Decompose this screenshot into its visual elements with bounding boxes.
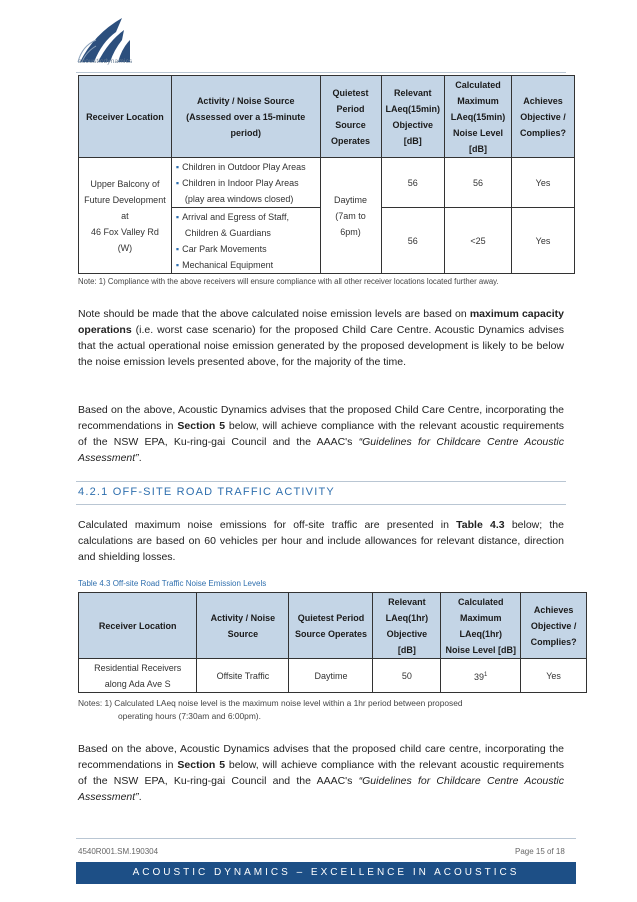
receiver-line: Upper Balcony of [90, 178, 160, 189]
th-complies: Achieves Objective / Complies? [512, 76, 575, 158]
noise-table-1 [78, 75, 575, 274]
objective-cell: 56 [381, 208, 445, 274]
noise-table-2 [78, 592, 587, 693]
sources-cell-a: ▪ Children in Outdoor Play Areas ▪ Children in Indoor Play Areas (play area windows closed) [171, 158, 320, 208]
complies-cell: Yes [521, 659, 587, 693]
period-cell: Daytime [289, 659, 373, 693]
activity-cell: Offsite Traffic [197, 659, 289, 693]
th-level [441, 593, 521, 659]
th-objective [373, 593, 441, 659]
th-activity: Activity / Noise Source [197, 593, 289, 659]
note-line: operating hours (7:30am and 6:00pm). [118, 711, 261, 721]
level-cell: 56 [445, 158, 512, 208]
th-period: Quietest Period Source Operates [289, 593, 373, 659]
th-period: Quietest Period Source Operates [320, 76, 381, 158]
period-line: (7am to [335, 210, 366, 221]
receiver-line: (W) [117, 242, 133, 253]
objective-cell: 56 [381, 158, 445, 208]
source-item: Arrival and Egress of Staff, [182, 211, 289, 222]
period-line: Daytime [334, 194, 368, 205]
th-objective-b: Objective [dB] [386, 628, 428, 655]
level-cell: <25 [445, 208, 512, 274]
th-level-b: Noise Level [dB] [452, 127, 504, 154]
table-row [79, 158, 575, 208]
period-line: 6pm) [340, 226, 361, 237]
level-cell: $39^1$ [441, 659, 521, 693]
sources-cell-b: ▪ Arrival and Egress of Staff, Children & Guardians ▪ Car Park Movements ▪ Mechanical Equipment [171, 208, 320, 274]
th-level-metric: LAeq(15min) [450, 111, 506, 122]
paragraph-compliance-1: Based on the above, Acoustic Dynamics advises that the proposed Child Care Centre, incorporating the recommendations in Section 5 below, will achieve compliance with the relevant acoustic requirements of the NSW EPA, Ku-ring-gai Council and the AAAC's “Guidelines for Childcare Centre Acoustic Assessment”. [78, 404, 564, 464]
paragraph-traffic: Calculated maximum noise emissions for off-site traffic are presented in Table 4.3 below; the calculations are based on 60 vehicles per hour and include allowances for relevant distance, direction and shielding losses. [78, 519, 564, 563]
source-item: Car Park Movements [182, 243, 267, 254]
complies-cell: Yes [512, 158, 575, 208]
paragraph-compliance-2: Based on the above, Acoustic Dynamics advises that the proposed child care centre, incorporating the recommendations in Section 5 below, will achieve compliance with the relevant acoustic requirements of the NSW EPA, Ku-ring-gai Council and the AAAC's “Guidelines for Childcare Centre Acoustic Assessment”. [78, 743, 564, 803]
th-objective-b: Objective [dB] [392, 119, 434, 146]
th-receiver: Receiver Location [79, 593, 197, 659]
th-objective-metric: LAeq(15min) [385, 103, 441, 114]
table-row [79, 659, 587, 693]
table-header-row [79, 76, 575, 158]
th-level-a: Calculated Maximum [455, 79, 501, 106]
th-receiver: Receiver Location [79, 76, 172, 158]
table-notes [78, 697, 568, 723]
complies-cell: Yes [512, 208, 575, 274]
receiver-line: 46 Fox Valley Rd [91, 226, 159, 237]
table-caption: Table 4.3 Off-site Road Traffic Noise Emission Levels [78, 579, 267, 588]
receiver-line: Future Development [84, 194, 166, 205]
receiver-cell [79, 158, 172, 274]
header-rule [76, 72, 566, 73]
th-activity: Activity / Noise Source (Assessed over a 15-minute period) [171, 76, 320, 158]
document-reference: 4540R001.SM.190304 [78, 847, 159, 856]
th-objective-metric: LAeq(1hr) [385, 612, 429, 623]
period-cell [320, 158, 381, 274]
footer-banner: ACOUSTIC DYNAMICS – EXCELLENCE IN ACOUSTICS [76, 862, 576, 884]
th-objective-a: Relevant [388, 596, 426, 607]
footer-rule [76, 838, 576, 839]
logo-wordmark: acousticdynamics [78, 58, 133, 65]
note-line: Notes: 1) Calculated LAeq noise level is the maximum noise level within a 1hr period between proposed [78, 698, 463, 708]
th-level-a: Calculated Maximum [457, 596, 504, 623]
section-heading: 4.2.1 OFF-SITE ROAD TRAFFIC ACTIVITY [78, 486, 335, 498]
th-level-metric: LAeq(1hr) [459, 628, 502, 639]
table-note: Note: 1) Compliance with the above receivers will ensure compliance with all other receiver locations located further away. [78, 277, 499, 286]
th-objective [381, 76, 445, 158]
source-item: Children in Indoor Play Areas [182, 177, 299, 188]
receiver-line: at [121, 210, 129, 221]
source-item: Children & Guardians [184, 227, 271, 238]
objective-cell: 50 [373, 659, 441, 693]
th-level [445, 76, 512, 158]
source-item: Children in Outdoor Play Areas [182, 161, 306, 172]
th-objective-a: Relevant [393, 87, 432, 98]
th-level-b: Noise Level [dB] [445, 644, 516, 655]
table-header-row [79, 593, 587, 659]
page-number: Page 15 of 18 [515, 847, 565, 856]
th-complies: Achieves Objective / Complies? [521, 593, 587, 659]
source-item: (play area windows closed) [184, 193, 294, 204]
receiver-cell: Residential Receivers along Ada Ave S [79, 659, 197, 693]
source-item: Mechanical Equipment [182, 259, 274, 270]
paragraph-capacity: Note should be made that the above calculated noise emission levels are based on maximum capacity operations (i.e. worst case scenario) for the proposed Child Care Centre. Acoustic Dynamics advises that the actual operational noise emission generated by the proposed development is likely to be below the noise emission levels presented above, for the majority of the time. [78, 308, 564, 368]
